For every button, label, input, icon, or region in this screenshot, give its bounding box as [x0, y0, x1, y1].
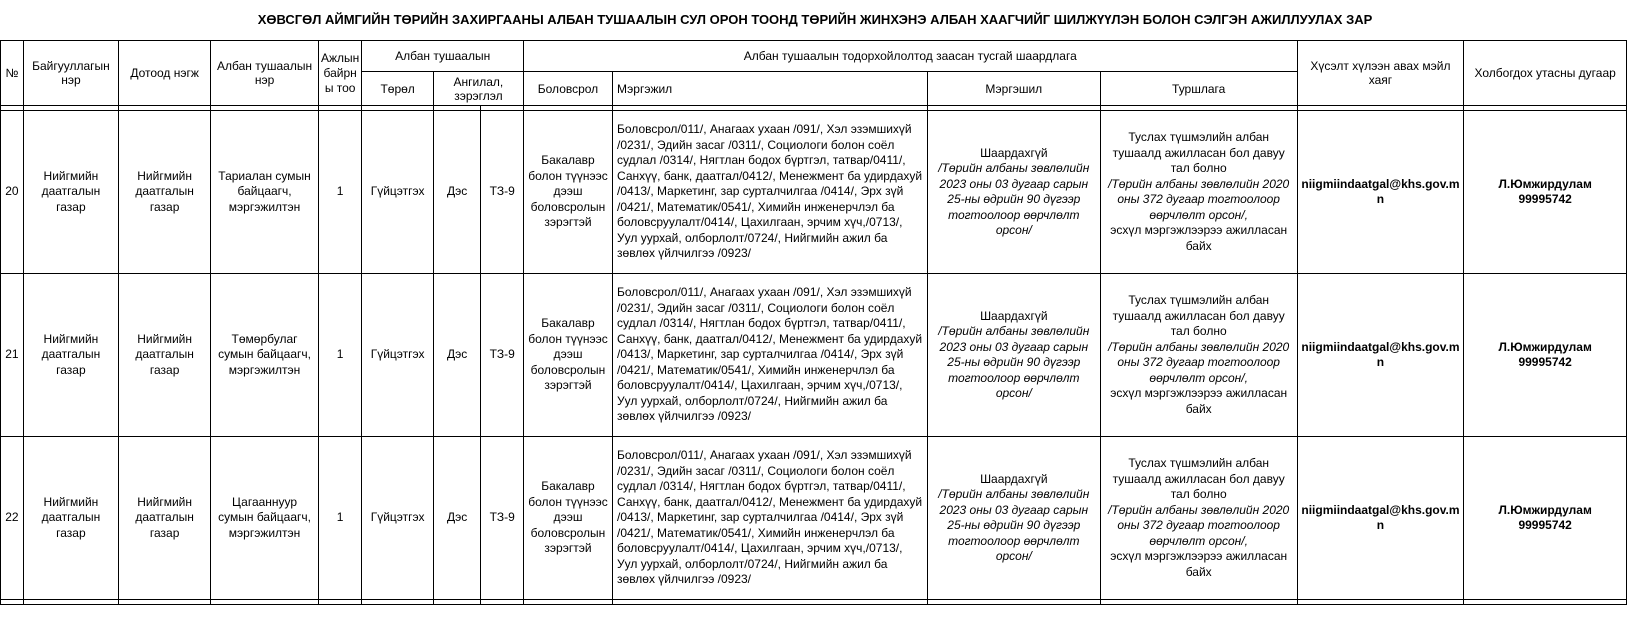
row-education: Бакалавр болон түүнээс дээш боловсролын зэрэгтэй — [523, 111, 612, 274]
row-experience-tail: эсхүл мэргэжлээрээ ажилласан байх — [1110, 223, 1288, 253]
row-contact-phone: 99995742 — [1518, 192, 1572, 206]
header-profession: Мэргэжил — [613, 72, 928, 106]
header-phone: Холбогдох утасны дугаар — [1464, 41, 1627, 106]
header-education: Боловсрол — [523, 72, 612, 106]
row-org: Нийгмийн даатгалын газар — [23, 274, 118, 437]
row-org: Нийгмийн даатгалын газар — [23, 111, 118, 274]
row-profession: Боловсрол/011/, Анагаах ухаан /091/, Хэл эзэмшихүй /0231/, Эдийн засаг /0311/, Социологи болон соёл судлал /0314/, Нягтлан бодох бүртгэл, татвар/0411/, Санхүү, банк, даатгал/0412/, Менежмент ба удирдахуй /0413/, Маркетинг, зар сурталчилгаа /0414/, Эрх зүй /0421/, Математик/0541/, Химийн инженерчлэл ба боловсруулалт/0414/, Цахилгаан, эрчим хүч,/0713/, Уул уурхай, олборлолт/0724/, Нийгмийн ажил ба зөвлөх үйлчилгээ /0923/ — [613, 111, 928, 274]
row-skill-note: /Төрийн албаны зөвлөлийн 2023 оны 03 дугаар сарын 25-ны өдрийн 90 дүгээр тогтоолоор өөрчлөлт орсон/ — [938, 324, 1090, 400]
row-experience — [1100, 111, 1297, 274]
row-phone — [1464, 274, 1627, 437]
row-contact-name: Л.Юмжирдулам — [1498, 502, 1592, 517]
row-skill-main: Шаардахгүй — [980, 308, 1048, 323]
row-org: Нийгмийн даатгалын газар — [23, 437, 118, 600]
row-position: Цагааннуур сумын байцаагч, мэргэжилтэн — [211, 437, 319, 600]
row-skill-note: /Төрийн албаны зөвлөлийн 2023 оны 03 дугаар сарын 25-ны өдрийн 90 дүгээр тогтоолоор өөрчлөлт орсон/ — [938, 487, 1090, 563]
header-experience: Туршлага — [1100, 72, 1297, 106]
row-skill — [927, 437, 1100, 600]
header-count: Ажлын байрны тоо — [318, 41, 361, 106]
row-experience-note: /Төрийн албаны зөвлөлийн 2020 оны 372 дугаар тогтоолоор өөрчлөлт орсон/, — [1108, 176, 1290, 222]
row-profession: Боловсрол/011/, Анагаах ухаан /091/, Хэл эзэмшихүй /0231/, Эдийн засаг /0311/, Социологи болон соёл судлал /0314/, Нягтлан бодох бүртгэл, татвар/0411/, Санхүү, банк, даатгал/0412/, Менежмент ба удирдахуй /0413/, Маркетинг, зар сурталчилгаа /0414/, Эрх зүй /0421/, Математик/0541/, Химийн инженерчлэл ба боловсруулалт/0414/, Цахилгаан, эрчим хүч,/0713/, Уул уурхай, олборлолт/0724/, Нийгмийн ажил ба зөвлөх үйлчилгээ /0923/ — [613, 437, 928, 600]
row-rank: Дэс — [433, 274, 481, 437]
row-contact-phone: 99995742 — [1518, 518, 1572, 532]
row-rank: Дэс — [433, 437, 481, 600]
header-type: Төрөл — [362, 72, 433, 106]
header-rank: Ангилал, зэрэглэл — [433, 72, 523, 106]
row-skill-note: /Төрийн албаны зөвлөлийн 2023 оны 03 дугаар сарын 25-ны өдрийн 90 дүгээр тогтоолоор өөрчлөлт орсон/ — [938, 161, 1090, 237]
row-unit: Нийгмийн даатгалын газар — [119, 437, 211, 600]
row-phone — [1464, 437, 1627, 600]
row-no: 20 — [1, 111, 24, 274]
table-row — [1, 274, 1627, 437]
row-type: Гүйцэтгэх — [362, 274, 433, 437]
row-no: 22 — [1, 437, 24, 600]
row-unit: Нийгмийн даатгалын газар — [119, 274, 211, 437]
row-experience-tail: эсхүл мэргэжлээрээ ажилласан байх — [1110, 549, 1288, 579]
row-rank-grade: ТЗ-9 — [481, 274, 523, 437]
row-phone — [1464, 111, 1627, 274]
table-row — [1, 437, 1627, 600]
row-profession: Боловсрол/011/, Анагаах ухаан /091/, Хэл эзэмшихүй /0231/, Эдийн засаг /0311/, Социологи болон соёл судлал /0314/, Нягтлан бодох бүртгэл, татвар/0411/, Санхүү, банк, даатгал/0412/, Менежмент ба удирдахуй /0413/, Маркетинг, зар сурталчилгаа /0414/, Эрх зүй /0421/, Математик/0541/, Химийн инженерчлэл ба боловсруулалт/0414/, Цахилгаан, эрчим хүч,/0713/, Уул уурхай, олборлолт/0724/, Нийгмийн ажил ба зөвлөх үйлчилгээ /0923/ — [613, 274, 928, 437]
row-skill-main: Шаардахгүй — [980, 471, 1048, 486]
row-experience-main: Туслах түшмэлийн албан тушаалд ажилласан бол давуу тал болно — [1112, 130, 1285, 175]
header-skill: Мэргэшил — [927, 72, 1100, 106]
page-title: ХӨВСГӨЛ АЙМГИЙН ТӨРИЙН ЗАХИРГААНЫ АЛБАН ТУШААЛЫН СУЛ ОРОН ТООНД ТӨРИЙН ЖИНХЭНЭ АЛБАН ХААГЧИЙГ ШИЛЖҮҮЛЭН БОЛОН СЭЛГЭН АЖИЛЛУУЛАХ ЗАР — [257, 12, 1373, 27]
row-type: Гүйцэтгэх — [362, 437, 433, 600]
row-skill — [927, 274, 1100, 437]
row-experience-main: Туслах түшмэлийн албан тушаалд ажилласан бол давуу тал болно — [1112, 456, 1285, 501]
row-experience-note: /Төрийн албаны зөвлөлийн 2020 оны 372 дугаар тогтоолоор өөрчлөлт орсон/, — [1108, 502, 1290, 548]
header-requirements-group: Албан тушаалын тодорхойлолтод заасан тусгай шаардлага — [523, 41, 1297, 72]
row-skill — [927, 111, 1100, 274]
row-unit: Нийгмийн даатгалын газар — [119, 111, 211, 274]
row-count: 1 — [318, 274, 361, 437]
row-position: Төмөрбулаг сумын байцаагч, мэргэжилтэн — [211, 274, 319, 437]
row-rank-grade: ТЗ-9 — [481, 111, 523, 274]
vacancy-table — [0, 40, 1627, 605]
header-org: Байгууллагын нэр — [23, 41, 118, 106]
table-row — [1, 111, 1627, 274]
row-experience-tail: эсхүл мэргэжлээрээ ажилласан байх — [1110, 386, 1288, 416]
row-position: Тариалан сумын байцаагч, мэргэжилтэн — [211, 111, 319, 274]
row-count: 1 — [318, 437, 361, 600]
header-position-group: Албан тушаалын — [362, 41, 524, 72]
row-education: Бакалавр болон түүнээс дээш боловсролын зэрэгтэй — [523, 274, 612, 437]
row-experience — [1100, 437, 1297, 600]
header-row-1 — [1, 41, 1627, 72]
row-contact-name: Л.Юмжирдулам — [1498, 339, 1592, 354]
header-email: Хүсэлт хүлээн авах мэйл хаяг — [1297, 41, 1464, 106]
header-position: Албан тушаалын нэр — [211, 41, 319, 106]
row-email: niigmiindaatgal@khs.gov.mn — [1297, 111, 1464, 274]
row-email: niigmiindaatgal@khs.gov.mn — [1297, 274, 1464, 437]
row-email: niigmiindaatgal@khs.gov.mn — [1297, 437, 1464, 600]
row-skill-main: Шаардахгүй — [980, 145, 1048, 160]
row-count: 1 — [318, 111, 361, 274]
row-rank: Дэс — [433, 111, 481, 274]
row-no: 21 — [1, 274, 24, 437]
header-unit: Дотоод нэгж — [119, 41, 211, 106]
row-education: Бакалавр болон түүнээс дээш боловсролын зэрэгтэй — [523, 437, 612, 600]
row-rank-grade: ТЗ-9 — [481, 437, 523, 600]
row-type: Гүйцэтгэх — [362, 111, 433, 274]
row-experience — [1100, 274, 1297, 437]
table-row-cut — [1, 600, 1627, 605]
row-contact-name: Л.Юмжирдулам — [1498, 176, 1592, 191]
row-experience-main: Туслах түшмэлийн албан тушаалд ажилласан бол давуу тал болно — [1112, 293, 1285, 338]
row-experience-note: /Төрийн албаны зөвлөлийн 2020 оны 372 дугаар тогтоолоор өөрчлөлт орсон/, — [1108, 339, 1290, 385]
header-no: № — [1, 41, 24, 106]
row-contact-phone: 99995742 — [1518, 355, 1572, 369]
